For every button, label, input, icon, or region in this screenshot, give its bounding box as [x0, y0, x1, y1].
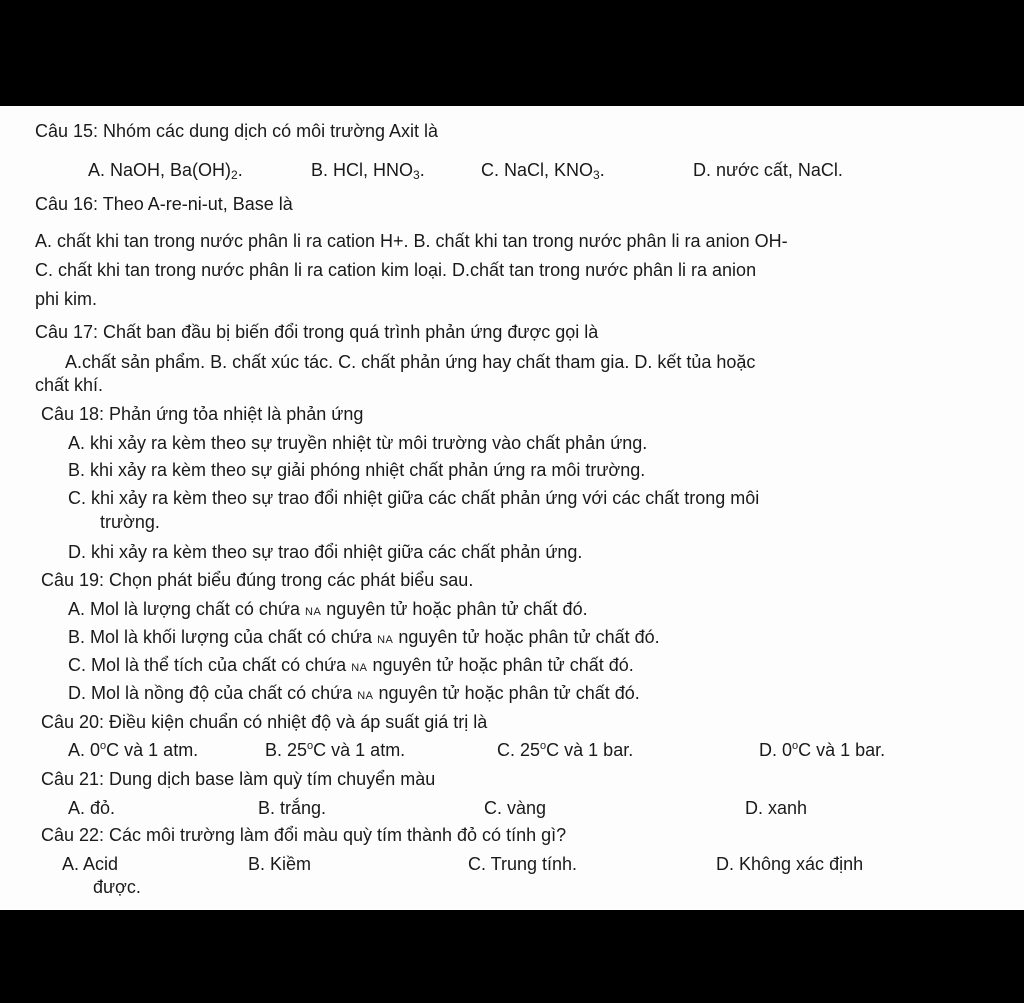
q15-stem: Câu 15: Nhóm các dung dịch có môi trường Axit là — [35, 121, 439, 141]
q20-c-degree: o — [540, 740, 547, 752]
bottom-black-bar — [0, 910, 1024, 1003]
q20-option-b — [265, 739, 405, 764]
q15-b-text: B. HCl, HNO — [311, 160, 414, 180]
q19-option-b — [68, 626, 660, 651]
q19-stem: Câu 19: Chọn phát biểu đúng trong các phát biểu sau. — [41, 570, 474, 590]
q22-option-a-cont: được. — [93, 877, 141, 897]
q17-stem: Câu 17: Chất ban đầu bị biến đổi trong quá trình phản ứng được gọi là — [35, 322, 599, 342]
q15-option-c — [481, 159, 605, 183]
q18-option-a: A. khi xảy ra kèm theo sự truyền nhiệt từ môi trường vào chất phản ứng. — [68, 433, 648, 453]
q19-a-avogadro: NA — [305, 606, 322, 618]
q20-stem: Câu 20: Điều kiện chuẩn có nhiệt độ và áp suất giá trị là — [41, 712, 488, 732]
q19-d-text: D. Mol là nồng độ của chất có chứa — [68, 683, 358, 703]
q20-b-text: B. 25 — [265, 740, 308, 760]
q20-a-end: C và 1 atm. — [106, 740, 199, 760]
q20-d-text: D. 0 — [759, 740, 793, 760]
q15-option-d: D. nước cất, NaCl. — [693, 160, 843, 180]
q19-d-avogadro: NA — [357, 690, 374, 702]
q20-a-degree: o — [100, 740, 107, 752]
q19-option-d — [68, 682, 640, 707]
q16-options-line2: C. chất khi tan trong nước phân li ra cation kim loại. D.chất tan trong nước phân li ra anion — [35, 260, 757, 280]
q19-c-avogadro: NA — [351, 662, 368, 674]
q18-option-c-cont: trường. — [100, 512, 160, 532]
q19-a-text: A. Mol là lượng chất có chứa — [68, 599, 306, 619]
q19-b-avogadro: NA — [377, 634, 394, 646]
q20-c-end: C và 1 bar. — [546, 740, 634, 760]
q22-option-b: B. Kiềm — [248, 854, 312, 874]
q18-stem: Câu 18: Phản ứng tỏa nhiệt là phản ứng — [41, 404, 364, 424]
q18-option-d: D. khi xảy ra kèm theo sự trao đổi nhiệt giữa các chất phản ứng. — [68, 542, 583, 562]
q19-option-a — [68, 598, 588, 623]
q15-option-b — [311, 159, 425, 183]
q20-a-text: A. 0 — [68, 740, 101, 760]
q19-b-end: nguyên tử hoặc phân tử chất đó. — [393, 627, 660, 647]
q20-b-end: C và 1 atm. — [313, 740, 406, 760]
q21-option-d: D. xanh — [745, 798, 808, 818]
q15-b-end: . — [419, 160, 425, 180]
q16-stem: Câu 16: Theo A-re-ni-ut, Base là — [35, 194, 293, 214]
q15-option-a — [88, 159, 243, 183]
q18-option-c: C. khi xảy ra kèm theo sự trao đổi nhiệt giữa các chất phản ứng với các chất trong môi — [68, 488, 760, 508]
q22-option-a: A. Acid — [62, 854, 119, 874]
q20-d-degree: o — [792, 740, 799, 752]
q18-option-b: B. khi xảy ra kèm theo sự giải phóng nhiệt chất phản ứng ra môi trường. — [68, 460, 646, 480]
q21-option-a: A. đỏ. — [68, 798, 116, 818]
q20-option-d — [759, 739, 885, 764]
q20-d-end: C và 1 bar. — [798, 740, 886, 760]
q16-options-line3: phi kim. — [35, 289, 98, 309]
q15-a-subscript: 2 — [231, 168, 238, 182]
q17-options-line1: A.chất sản phẩm. B. chất xúc tác. C. chất phản ứng hay chất tham gia. D. kết tủa hoặc — [65, 352, 756, 372]
q19-a-end: nguyên tử hoặc phân tử chất đó. — [321, 599, 588, 619]
q19-c-end: nguyên tử hoặc phân tử chất đó. — [367, 655, 634, 675]
q15-a-end: . — [237, 160, 243, 180]
q19-option-c — [68, 654, 634, 679]
q20-b-degree: o — [307, 740, 314, 752]
q21-option-c: C. vàng — [484, 798, 547, 818]
q20-option-c — [497, 739, 633, 764]
q20-c-text: C. 25 — [497, 740, 541, 760]
q20-option-a — [68, 739, 198, 764]
q19-c-text: C. Mol là thể tích của chất có chứa — [68, 655, 352, 675]
q22-option-c: C. Trung tính. — [468, 854, 578, 874]
q22-stem: Câu 22: Các môi trường làm đổi màu quỳ tím thành đỏ có tính gì? — [41, 825, 567, 845]
q17-options-line2: chất khí. — [35, 375, 104, 395]
q15-a-text: A. NaOH, Ba(OH) — [88, 160, 232, 180]
q21-stem: Câu 21: Dung dịch base làm quỳ tím chuyển màu — [41, 769, 436, 789]
q15-c-subscript: 3 — [593, 168, 600, 182]
q22-option-d: D. Không xác định — [716, 854, 864, 874]
q15-c-text: C. NaCl, KNO — [481, 160, 594, 180]
q21-option-b: B. trắng. — [258, 798, 327, 818]
q15-b-subscript: 3 — [413, 168, 420, 182]
q19-d-end: nguyên tử hoặc phân tử chất đó. — [373, 683, 640, 703]
q15-c-end: . — [599, 160, 605, 180]
q16-options-line1: A. chất khi tan trong nước phân li ra cation H+. B. chất khi tan trong nước phân li ra anion OH- — [35, 231, 788, 251]
q19-b-text: B. Mol là khối lượng của chất có chứa — [68, 627, 378, 647]
